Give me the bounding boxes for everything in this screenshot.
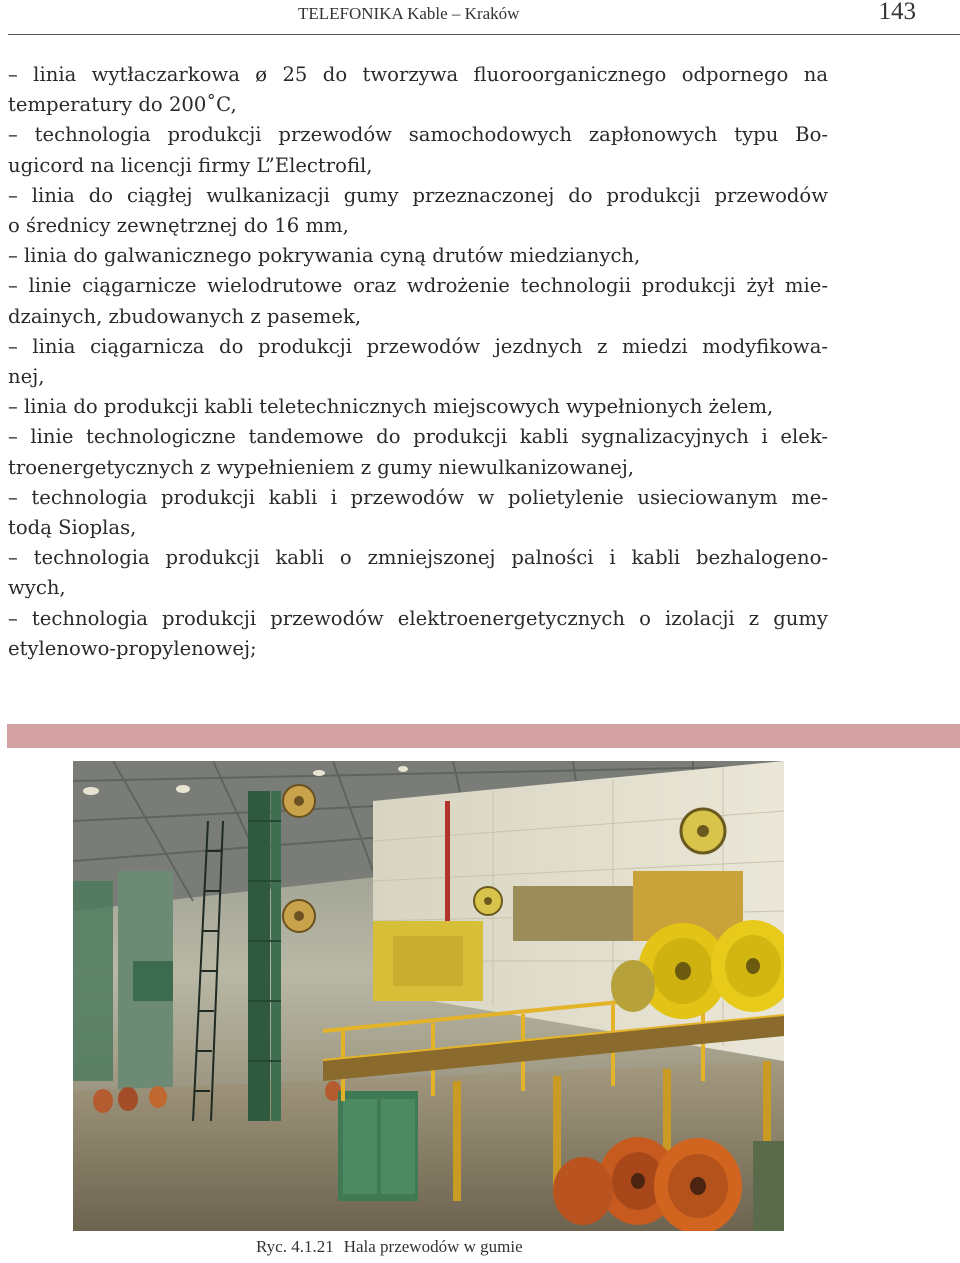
- list-line: – technologia produkcji przewodów elektroenergetycznych o izolacji z gumy: [8, 606, 828, 630]
- list-line: temperatury do 200˚C,: [8, 93, 237, 117]
- list-line: – linie technologiczne tandemowe do produkcji kabli sygnalizacyjnych i elek-: [8, 425, 828, 449]
- list-line: – linia wytłaczarkowa ø 25 do tworzywa fluoroorganicznego odpornego na: [8, 63, 828, 86]
- list-item: [8, 271, 828, 331]
- running-header-title: TELEFONIKA Kable – Kraków: [298, 4, 520, 23]
- list-line: etylenowo-propylenowej;: [8, 636, 257, 660]
- list-item: [8, 181, 828, 241]
- list-line: o średnicy zewnętrznej do 16 mm,: [8, 214, 349, 238]
- list-line: – linia do ciągłej wulkanizacji gumy przeznaczonej do produkcji przewodów: [8, 183, 828, 207]
- list-line: – technologia produkcji przewodów samochodowych zapłonowych typu Bo-: [8, 123, 828, 147]
- list-item: [8, 543, 828, 603]
- list-item: [8, 241, 828, 271]
- body-text: [8, 60, 828, 664]
- list-line: todą Sioplas,: [8, 516, 137, 540]
- page-header: [0, 0, 960, 34]
- list-line: – linia ciągarnicza do produkcji przewodów jezdnych z miedzi modyfikowa-: [8, 334, 828, 358]
- list-item: [8, 120, 828, 180]
- list-line: nej,: [8, 365, 45, 389]
- list-item: [8, 483, 828, 543]
- list-item: [8, 604, 828, 664]
- figure-caption: [256, 1237, 523, 1257]
- figure-caption-text: Hala przewodów w gumie: [343, 1237, 523, 1256]
- list-line: – technologia produkcji kabli o zmniejszonej palności i kabli bezhalogeno-: [8, 546, 828, 570]
- header-rule: [8, 34, 960, 35]
- list-line: troenergetycznych z wypełnieniem z gumy niewulkanizowanej,: [8, 455, 635, 479]
- list-line: dzainych, zbudowanych z pasemek,: [8, 304, 362, 328]
- list-line: – linie ciągarnicze wielodrutowe oraz wdrożenie technologii produkcji żył mie-: [8, 274, 828, 298]
- figure-caption-number: Ryc. 4.1.21: [256, 1237, 334, 1256]
- list-line: ugicord na licencji firmy L”Electrofil,: [8, 153, 373, 177]
- list-line: – technologia produkcji kabli i przewodów w polietylenie usieciowanym me-: [8, 485, 828, 509]
- figure-color-band: [7, 724, 960, 748]
- list-item: [8, 332, 828, 392]
- page-number: 143: [878, 0, 916, 25]
- list-item: [8, 60, 828, 120]
- list-item: [8, 422, 828, 482]
- list-line: wych,: [8, 576, 66, 600]
- list-line: – linia do produkcji kabli teletechnicznych miejscowych wypełnionych żelem,: [8, 395, 774, 419]
- list-line: – linia do galwanicznego pokrywania cyną drutów miedzianych,: [8, 244, 641, 268]
- list-item: [8, 392, 828, 422]
- factory-hall-photo: [73, 761, 784, 1231]
